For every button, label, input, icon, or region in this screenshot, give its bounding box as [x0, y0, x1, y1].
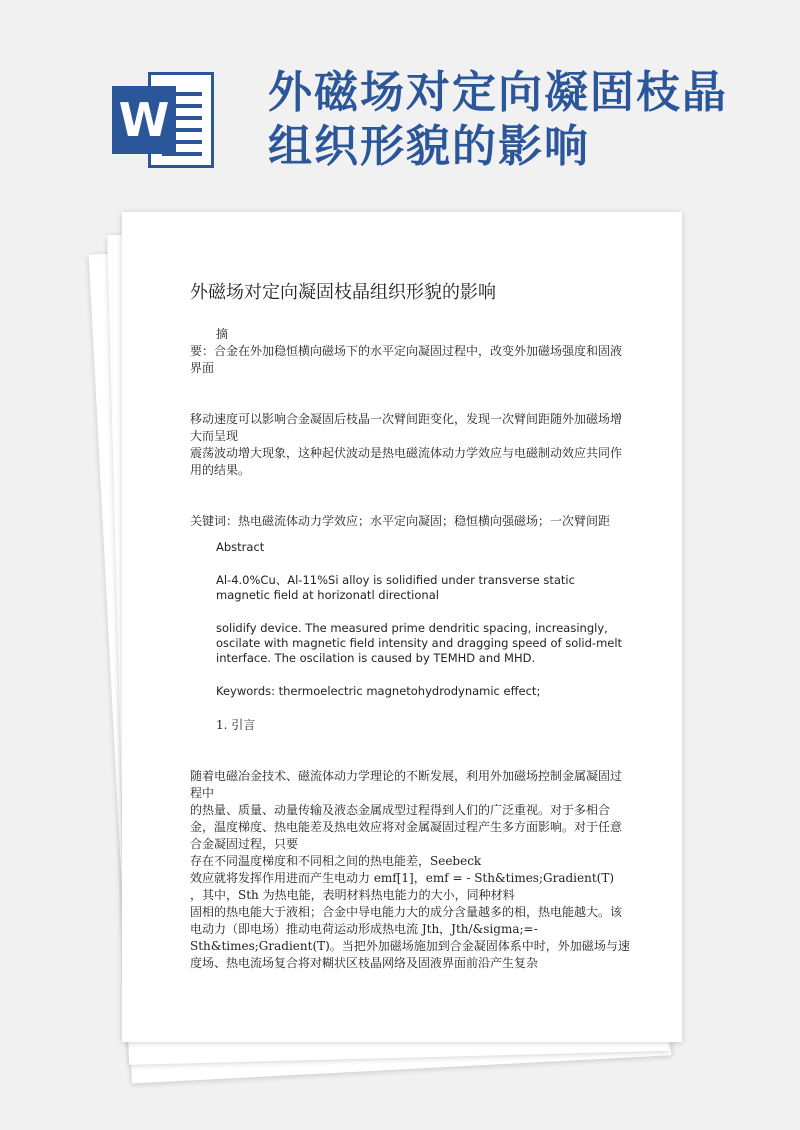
intro-line: ，其中，Sth 为热电能，表明材料热电能力的大小，同种材料 [190, 888, 515, 902]
document-title: 外磁场对定向凝固枝晶组织形貌的影响 [190, 282, 496, 303]
abstract-en-heading: Abstract [216, 540, 265, 554]
intro-line: 效应就将发挥作用进而产生电动力 emf[1]，emf = - Sth&times;Gradient(T) [190, 871, 615, 885]
word-icon-letter: W [112, 86, 176, 154]
keywords-en: Keywords: thermoelectric magnetohydrodynamic effect; [216, 684, 541, 698]
intro-line: 的热量、质量、动量传输及液态金属成型过程得到人们的广泛重视。对于多相合金，温度梯度、热电能差及热电效应将对金属凝固过程产生多方面影响。对于任意合金凝固过程，只要 [190, 803, 623, 851]
abstract-para-2: 震荡波动增大现象，这种起伏波动是热电磁流体动力学效应与电磁制动效应共同作用的结果。 [190, 446, 623, 477]
abstract-body: 要：合金在外加稳恒横向磁场下的水平定向凝固过程中，改变外加磁场强度和固液界面 [190, 344, 623, 375]
intro-line: 随着电磁冶金技术、磁流体动力学理论的不断发展，利用外加磁场控制金属凝固过程中 [190, 769, 623, 800]
banner-title [268, 66, 748, 174]
intro-line: 存在不同温度梯度和不同相之间的热电能差，Seebeck [190, 854, 482, 868]
document-content [190, 280, 630, 972]
banner-title-line-2: 组织形貌的影响 [268, 121, 590, 172]
intro-line: 固相的热电能大于液相；合金中导电能力大的成分含量越多的相，热电能越大。该电动力（即电场）推动电荷运动形成热电流 Jth，Jth/&sigma;=- Sth&times;Gradient(T)。当把外加磁场施加到合金凝固体系中时，外加磁场与速度场、热电流场复合将对糊状区枝晶网络及固液界面前沿产生复杂 [190, 905, 630, 970]
abstract-heading: 摘 [216, 327, 229, 341]
abstract-para-1: 移动速度可以影响合金凝固后枝晶一次臂间距变化，发现一次臂间距随外加磁场增大而呈现 [190, 412, 623, 443]
word-document-icon [112, 72, 216, 168]
keywords-cn: 关键词：热电磁流体动力学效应；水平定向凝固；稳恒横向强磁场；一次臂间距 [190, 514, 611, 528]
section-heading-intro: 1. 引言 [216, 718, 256, 732]
abstract-en-para-1: Al-4.0%Cu、Al-11%Si alloy is solidified under transverse static magnetic field at horizonatl directional [216, 573, 575, 602]
banner-title-line-1: 外磁场对定向凝固枝晶 [268, 67, 728, 118]
header-banner [0, 0, 800, 200]
abstract-en-para-2: solidify device. The measured prime dendritic spacing, increasingly, oscilate with magnetic field intensity and dragging speed of solid-melt interface. The oscilation is caused by TEMHD and MHD. [216, 621, 623, 665]
